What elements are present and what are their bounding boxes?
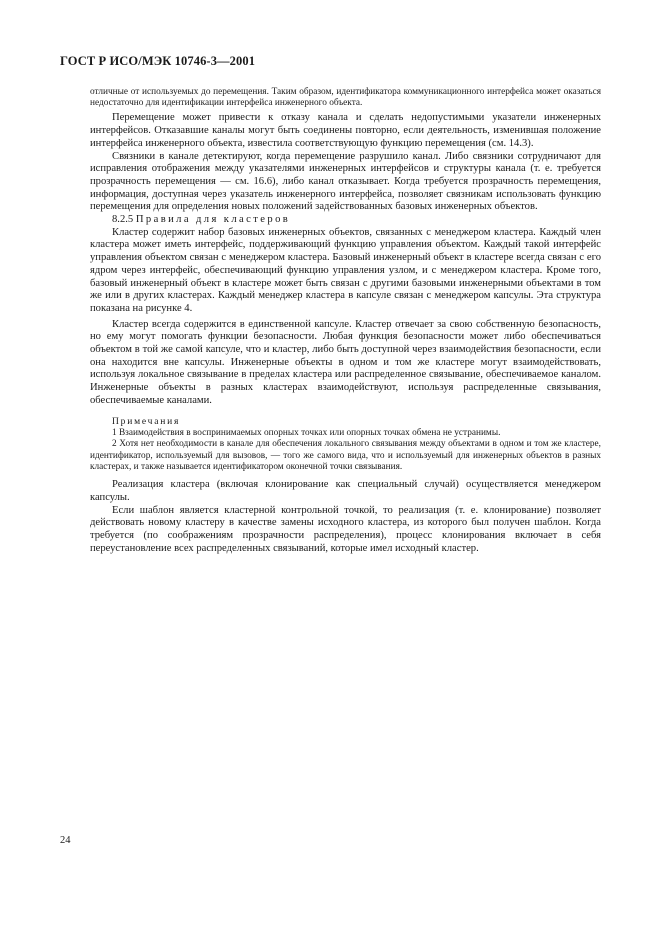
paragraph-cluster-contents: Кластер содержит набор базовых инженерных объектов, связанных с менеджером кластера. Каждый член кластера может иметь интерфейс, поддерживающий функцию управления объектом. Каждый такой интерфейс управления объектом связан с менеджером кластера. Базовый инженерный объект в кластере всегда связан с его ядром через интерфейс, обеспечивающий функцию управления узлом, и с менеджером кластера. Кроме того, базовый инженерный объект в кластере может быть связан с другими базовыми инженерными объектами в том же или в других кластерах. Каждый менеджер кластера в капсуле связан с менеджером капсулы. Эта структура показана на рисунке 4. <box>90 226 601 314</box>
page-header: ГОСТ Р ИСО/МЭК 10746-3—2001 <box>60 54 256 68</box>
paragraph-cluster-security: Кластер всегда содержится в единственной капсуле. Кластер отвечает за свою собственную безопасность, но ему могут помогать функции безопасности. Любая функция безопасности может либо обеспечиваться объектом в той же самой капсуле, что и кластер, либо быть доступной через взаимодействия безопасности, если она находится вне капсулы. Инженерные объекты в одном и том же кластере могут взаимодействовать, используя локальное связывание в пределах кластера или распределенное связывание, обеспечиваемое каналом. Инженерные объекты в разных кластерах взаимодействуют, используя распределенные связывания, обеспечиваемые каналами. <box>90 318 601 406</box>
section-heading <box>90 214 601 227</box>
page-number: 24 <box>60 835 71 846</box>
paragraph-cluster-checkpoint: Если шаблон является кластерной контрольной точкой, то реализация (т. е. клонирование) позволяет действовать новому кластеру в качестве замены исходного кластера, из которого был получен шаблон. Когда требуется (по соображениям прозрачности распределения), процесс клонирования включает в себя переустановление всех распределенных связываний, которые имел исходный кластер. <box>90 504 601 554</box>
paragraph-continuation: отличные от используемых до перемещения. Таким образом, идентификатора коммуникационного интерфейса может оказаться недостаточно для идентификации интерфейса инженерного объекта. <box>90 87 601 109</box>
paragraph-cluster-instantiation: Реализация кластера (включая клонирование как специальный случай) осуществляется менеджером капсулы. <box>90 479 601 503</box>
notes-title: Примечания <box>112 416 181 427</box>
note-2: 2 Хотя нет необходимости в канале для обеспечения локального связывания между объектами в одном и том же кластере, идентификатор, используемый для вызовов, — того же самого вида, что и используемый для инженерных объектов в разных кластерах, и также называется идентификатором оконечной точки связывания. <box>90 439 601 472</box>
paragraph-relocation-failure: Перемещение может привести к отказу канала и сделать недопустимыми указатели инженерных интерфейсов. Отказавшие каналы могут быть соединены повторно, если деятельность, изменившая положение интерфейса инженерного объекта, известила соответствующую функцию перемещения (см. 14.3). <box>90 112 601 149</box>
document-body <box>90 87 601 555</box>
note-1: 1 Взаимодействия в воспринимаемых опорных точках или опорных точках обмена не устранимы. <box>112 428 501 439</box>
paragraph-binders: Связники в канале детектируют, когда перемещение разрушило канал. Либо связники сотрудничают для исправления отображения между указателями инженерных интерфейсов и структуры канала (т. е. требуется прозрачность перемещения — см. 16.6), либо канал отказывает. Когда требуется прозрачность перемещения, информация, доступная через указатель инженерного интерфейса, позволяет связникам использовать функцию перемещения для определения новых положений задействованных базовых инженерных объектов. <box>90 150 601 213</box>
section-title: Правила для кластеров <box>135 214 291 226</box>
section-number: 8.2.5 <box>112 214 134 226</box>
